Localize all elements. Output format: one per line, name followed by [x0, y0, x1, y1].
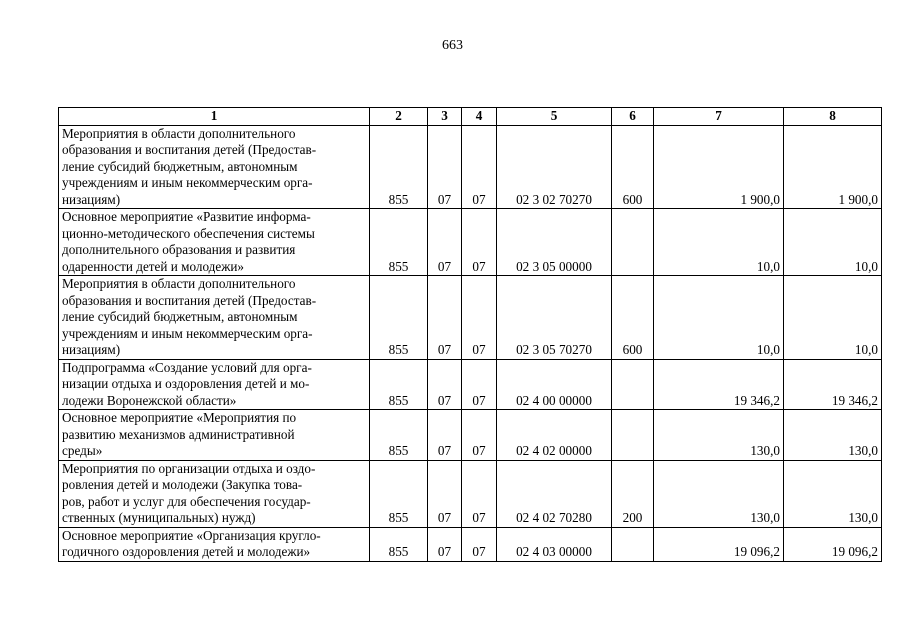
- expense-type-code: [612, 527, 654, 561]
- ministry-code: 855: [370, 125, 428, 209]
- target-article-code: 02 3 02 70270: [497, 125, 612, 209]
- description-line: Мероприятия в области дополнительного: [62, 125, 296, 141]
- target-article-code: 02 4 02 00000: [497, 410, 612, 461]
- row-description: [59, 359, 370, 410]
- subsection-code: 07: [462, 359, 497, 410]
- subsection-code: 07: [462, 276, 497, 360]
- description-line: образования и воспитания детей (Предостав-: [62, 142, 317, 157]
- ministry-code: 855: [370, 410, 428, 461]
- column-header-1: 1: [59, 108, 370, 126]
- row-description: [59, 527, 370, 561]
- expense-type-code: 600: [612, 276, 654, 360]
- section-code: 07: [428, 410, 462, 461]
- column-header-8: 8: [784, 108, 882, 126]
- ministry-code: 855: [370, 276, 428, 360]
- amount-col7: 130,0: [654, 410, 784, 461]
- description-line: годичного оздоровления детей и молодежи»: [62, 544, 311, 559]
- column-header-5: 5: [497, 108, 612, 126]
- table-row: [59, 527, 882, 561]
- column-header-3: 3: [428, 108, 462, 126]
- description-line: ственных (муниципальных) нужд): [62, 510, 256, 525]
- amount-col7: 10,0: [654, 209, 784, 276]
- expense-type-code: [612, 359, 654, 410]
- subsection-code: 07: [462, 527, 497, 561]
- description-line: Основное мероприятие «Мероприятия по: [62, 410, 297, 425]
- amount-col7: 19 346,2: [654, 359, 784, 410]
- description-line: низациям): [62, 342, 121, 357]
- description-line: Основное мероприятие «Организация кругло-: [62, 527, 321, 543]
- expense-type-code: [612, 209, 654, 276]
- row-description: [59, 276, 370, 360]
- description-line: низациям): [62, 191, 121, 207]
- description-line: Мероприятия по организации отдыха и оздо-: [62, 460, 316, 476]
- budget-table: [58, 107, 882, 562]
- page-number: 663: [442, 38, 463, 53]
- description-line: одаренности детей и молодежи»: [62, 258, 245, 274]
- amount-col8: 10,0: [784, 276, 882, 360]
- description-line: ров, работ и услуг для обеспечения государ-: [62, 493, 311, 509]
- table-row: [59, 276, 882, 360]
- description-line: ровления детей и молодежи (Закупка това-: [62, 477, 303, 492]
- table-header-row: [59, 108, 882, 126]
- section-code: 07: [428, 460, 462, 527]
- amount-col8: 19 346,2: [784, 359, 882, 410]
- column-header-7: 7: [654, 108, 784, 126]
- description-line: развитию механизмов административной: [62, 426, 295, 442]
- amount-col7: 19 096,2: [654, 527, 784, 561]
- target-article-code: 02 4 02 70280: [497, 460, 612, 527]
- section-code: 07: [428, 359, 462, 410]
- row-description: [59, 410, 370, 461]
- row-description: [59, 125, 370, 209]
- description-line: дополнительного образования и развития: [62, 242, 296, 257]
- expense-type-code: 200: [612, 460, 654, 527]
- subsection-code: 07: [462, 209, 497, 276]
- subsection-code: 07: [462, 460, 497, 527]
- description-line: учреждениям и иным некоммерческим орга-: [62, 175, 313, 190]
- amount-col8: 130,0: [784, 410, 882, 461]
- amount-col8: 19 096,2: [784, 527, 882, 561]
- amount-col8: 130,0: [784, 460, 882, 527]
- table-row: [59, 410, 882, 461]
- section-code: 07: [428, 209, 462, 276]
- description-line: ционно-методического обеспечения системы: [62, 225, 315, 241]
- subsection-code: 07: [462, 125, 497, 209]
- subsection-code: 07: [462, 410, 497, 461]
- target-article-code: 02 4 00 00000: [497, 359, 612, 410]
- expense-type-code: [612, 410, 654, 461]
- row-description: [59, 460, 370, 527]
- description-line: ление субсидий бюджетным, автономным: [62, 309, 298, 324]
- section-code: 07: [428, 125, 462, 209]
- amount-col7: 130,0: [654, 460, 784, 527]
- row-description: [59, 209, 370, 276]
- ministry-code: 855: [370, 209, 428, 276]
- target-article-code: 02 4 03 00000: [497, 527, 612, 561]
- description-line: Основное мероприятие «Развитие информа-: [62, 209, 311, 224]
- ministry-code: 855: [370, 527, 428, 561]
- description-line: учреждениям и иным некоммерческим орга-: [62, 325, 313, 341]
- section-code: 07: [428, 527, 462, 561]
- amount-col8: 1 900,0: [784, 125, 882, 209]
- table-row: [59, 125, 882, 209]
- description-line: образования и воспитания детей (Предостав-: [62, 292, 317, 308]
- ministry-code: 855: [370, 359, 428, 410]
- description-line: среды»: [62, 443, 103, 458]
- column-header-6: 6: [612, 108, 654, 126]
- description-line: Подпрограмма «Создание условий для орга-: [62, 359, 312, 375]
- description-line: лодежи Воронежской области»: [62, 392, 237, 408]
- column-header-4: 4: [462, 108, 497, 126]
- amount-col7: 1 900,0: [654, 125, 784, 209]
- description-line: ление субсидий бюджетным, автономным: [62, 158, 298, 174]
- table-row: [59, 460, 882, 527]
- amount-col8: 10,0: [784, 209, 882, 276]
- target-article-code: 02 3 05 00000: [497, 209, 612, 276]
- table-row: [59, 209, 882, 276]
- amount-col7: 10,0: [654, 276, 784, 360]
- column-header-2: 2: [370, 108, 428, 126]
- ministry-code: 855: [370, 460, 428, 527]
- section-code: 07: [428, 276, 462, 360]
- description-line: низации отдыха и оздоровления детей и мо-: [62, 376, 310, 391]
- target-article-code: 02 3 05 70270: [497, 276, 612, 360]
- table-row: [59, 359, 882, 410]
- description-line: Мероприятия в области дополнительного: [62, 276, 296, 291]
- expense-type-code: 600: [612, 125, 654, 209]
